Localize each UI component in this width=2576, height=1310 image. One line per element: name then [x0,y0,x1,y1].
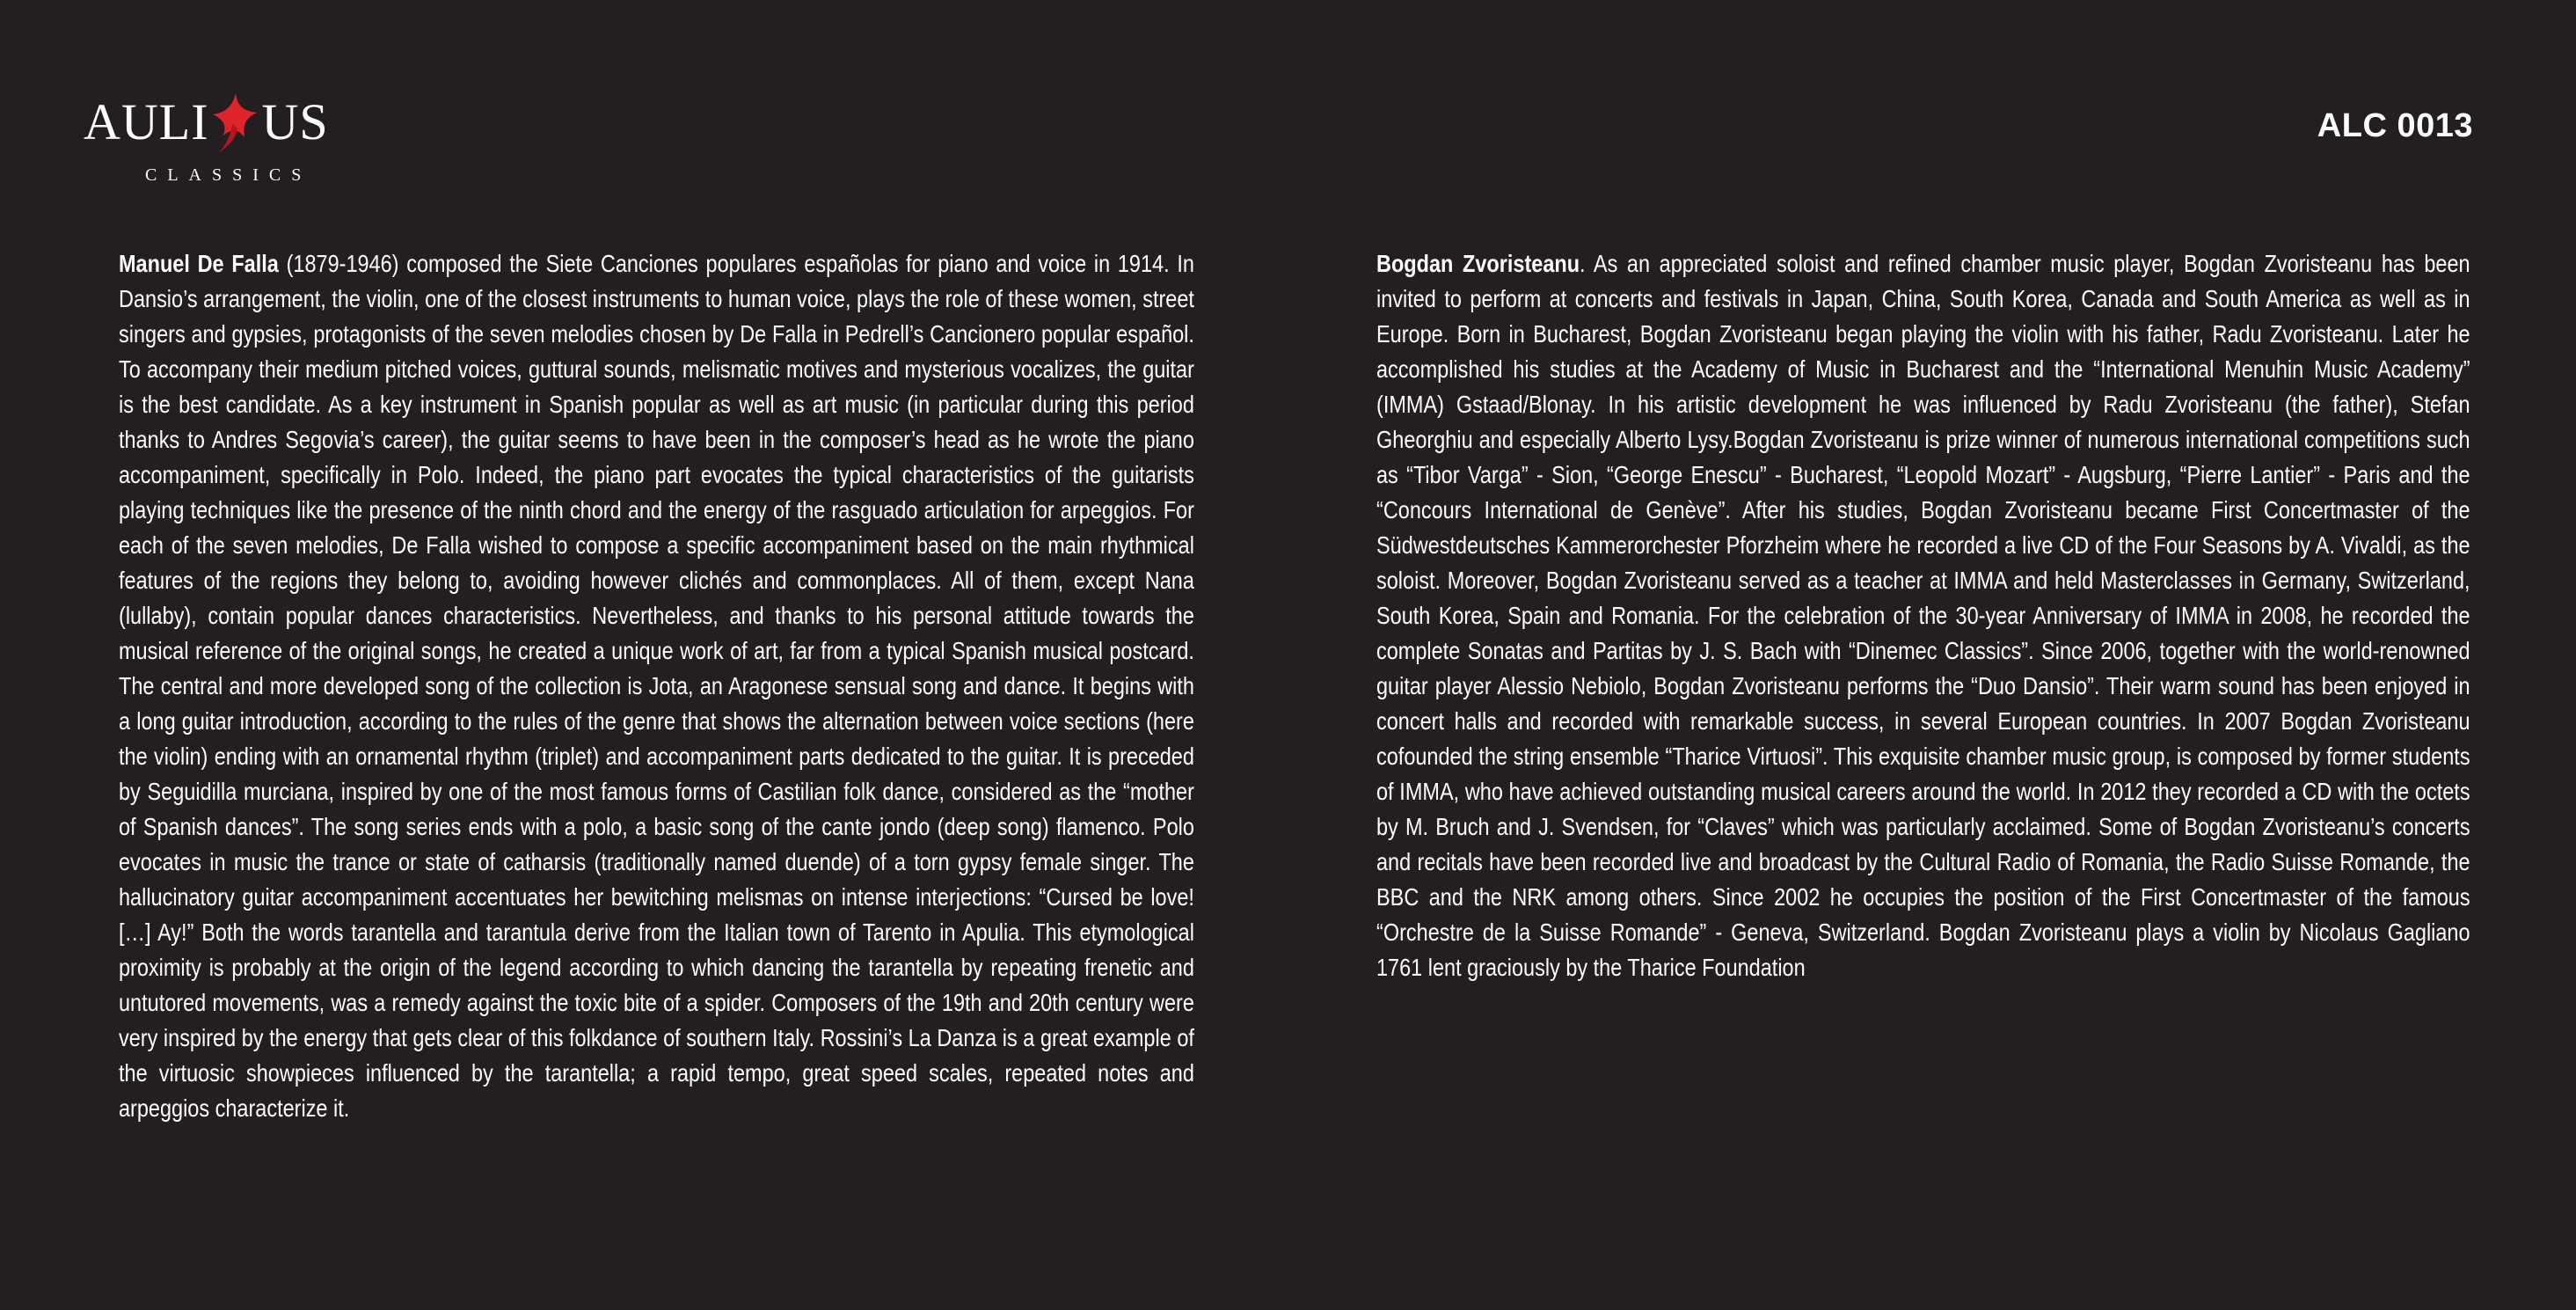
left-column-lead: Manuel De Falla [119,250,279,277]
right-text-column [1376,246,2470,985]
logo-wordmark [84,91,329,153]
logo-subtitle: CLASSICS [145,165,312,185]
aulicus-classics-logo [84,84,356,190]
right-column-body: . As an appreciated soloist and refined chamber music player, Bogdan Zvoristeanu has been invited to perform at concerts and festivals in Japan, China, South Korea, Canada and South America as well as in Europe. Born in Bucharest, Bogdan Zvoristeanu began playing the violin with his father, Radu Zvoristeanu. Later he accomplished his studies at the Academy of Music in Bucharest and the “International Menuhin Music Academy” (IMMA) Gstaad/Blonay. In his artistic development he was influenced by Radu Zvoristeanu (the father), Stefan Gheorghiu and especially Alberto Lysy.Bogdan Zvoristeanu is prize winner of numerous international competitions such as “Tibor Varga” - Sion, “George Enescu” - Bucharest, “Leopold Mozart” - Augsburg, “Pierre Lantier” - Paris and the “Concours International de Genève”. After his studies, Bogdan Zvoristeanu became First Concertmaster of the Südwestdeutsches Kammerorchester Pforzheim where he recorded a live CD of the Four Seasons by A. Vivaldi, as the soloist. Moreover, Bogdan Zvoristeanu served as a teacher at IMMA and held Masterclasses in Germany, Switzerland, South Korea, Spain and Romania. For the celebration of the 30-year Anniversary of IMMA in 2008, he recorded the complete Sonatas and Partitas by J. S. Bach with “Dinemec Classics”. Since 2006, together with the world-renowned guitar player Alessio Nebiolo, Bogdan Zvoristeanu performs the “Duo Dansio”. Their warm sound has been enjoyed in concert halls and recorded with remarkable success, in several European countries. In 2007 Bogdan Zvoristeanu cofounded the string ensemble “Tharice Virtuosi”. This exquisite chamber music group, is composed by former students of IMMA, who have achieved outstanding musical careers around the world. In 2012 they recorded a CD with the octets by M. Bruch and J. Svendsen, for “Claves” which was particularly acclaimed. Some of Bogdan Zvoristeanu’s concerts and recitals have been recorded live and broadcast by the Cultural Radio of Romania, the Radio Suisse Romande, the BBC and the NRK among others. Since 2002 he occupies the position of the First Concertmaster of the famous “Orchestre de la Suisse Romande” - Geneva, Switzerland. Bogdan Zvoristeanu plays a violin by Nicolaus Gagliano 1761 lent graciously by the Tharice Foundation [1376,250,2470,981]
right-column-lead: Bogdan Zvoristeanu [1376,250,1580,277]
red-flame-star-icon [211,93,260,155]
logo-text-left: AULI [84,93,209,150]
left-text-column [119,246,1194,1126]
catalog-number: ALC 0013 [2317,107,2473,144]
left-column-body: (1879-1946) composed the Siete Canciones populares españolas for piano and voice in 1914. In Dansio’s arrangement, the violin, one of the closest instruments to human voice, plays the role of these women, street singers and gypsies, protagonists of the seven melodies chosen by De Falla in Pedrell’s Cancionero popular español. To accompany their medium pitched voices, guttural sounds, melismatic motives and mysterious vocalizes, the guitar is the best candidate. As a key instrument in Spanish popular as well as art music (in particular during this period thanks to Andres Segovia’s career), the guitar seems to have been in the composer’s head as he wrote the piano accompaniment, specifically in Polo. Indeed, the piano part evocates the typical characteristics of the guitarists playing techniques like the presence of the ninth chord and the energy of the rasguado articulation for arpeggios. For each of the seven melodies, De Falla wished to compose a specific accompaniment based on the main rhythmical features of the regions they belong to, avoiding however clichés and commonplaces. All of them, except Nana (lullaby), contain popular dances characteristics. Nevertheless, and thanks to his personal attitude towards the musical reference of the original songs, he created a unique work of art, far from a typical Spanish musical postcard. The central and more developed song of the collection is Jota, an Aragonese sensual song and dance. It begins with a long guitar introduction, according to the rules of the genre that shows the alternation between voice sections (here the violin) ending with an ornamental rhythm (triplet) and accompaniment parts dedicated to the guitar. It is preceded by Seguidilla murciana, inspired by one of the most famous forms of Castilian folk dance, considered as the “mother of Spanish dances”. The song series ends with a polo, a basic song of the cante jondo (deep song) flamenco. Polo evocates in music the trance or state of catharsis (traditionally named duende) of a torn gypsy female singer. The hallucinatory guitar accompaniment accentuates her bewitching melismas on intense interjections: “Cursed be love! […] Ay!” Both the words tarantella and tarantula derive from the Italian town of Tarento in Apulia. This etymological proximity is probably at the origin of the legend according to which dancing the tarantella by repeating frenetic and untutored movements, was a remedy against the toxic bite of a spider. Composers of the 19th and 20th century were very inspired by the energy that gets clear of this folkdance of southern Italy. Rossini’s La Danza is a great example of the virtuosic showpieces influenced by the tarantella; a rapid tempo, great speed scales, repeated notes and arpeggios characterize it. [119,250,1194,1122]
logo-text-right: US [261,93,329,150]
